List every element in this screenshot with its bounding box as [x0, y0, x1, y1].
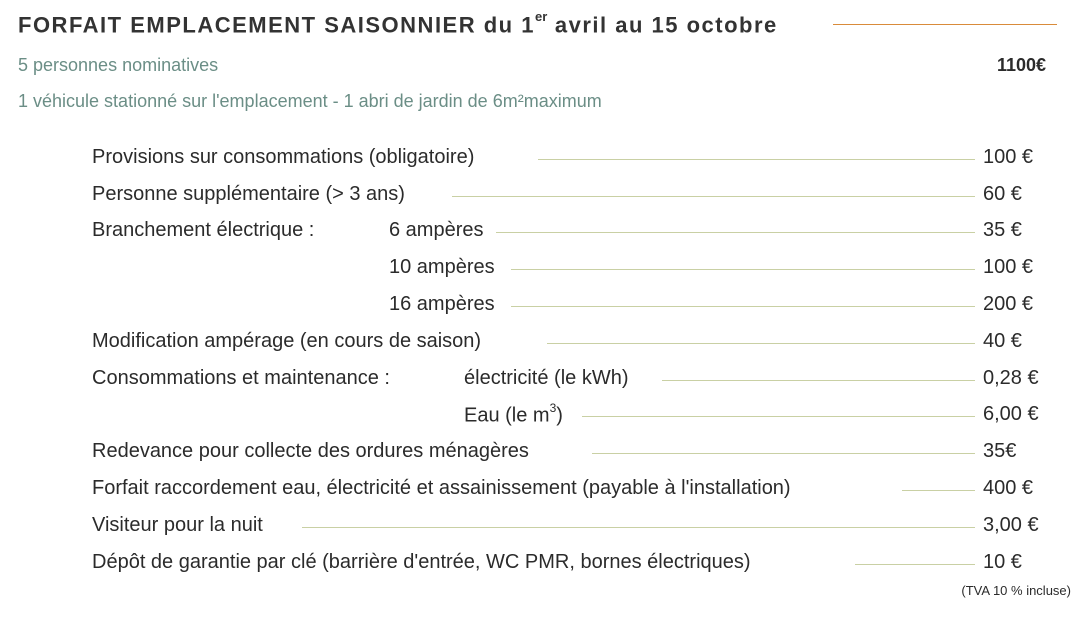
leader-line	[538, 159, 975, 160]
item-sub-label	[464, 403, 569, 428]
leader-line	[511, 269, 975, 270]
item-label: Redevance pour collecte des ordures ménagères	[92, 440, 535, 463]
leader-line	[592, 453, 975, 454]
item-sub-label: électricité (le kWh)	[464, 367, 634, 390]
item-price: 200 €	[983, 293, 1034, 315]
price-row-provisions	[0, 146, 1082, 174]
price-row-branchement-16a	[0, 293, 1082, 321]
subtitle-vehicle: 1 véhicule stationné sur l'emplacement - 1 abri de jardin de 6m²maximum	[18, 91, 602, 111]
price-row-eau	[0, 403, 1082, 431]
header	[18, 10, 1048, 42]
item-price: 40 €	[983, 330, 1022, 352]
price-row-raccordement	[0, 477, 1082, 505]
item-sub-text: Eau (le m	[464, 404, 550, 427]
leader-line	[511, 306, 975, 307]
item-price: 100 €	[983, 146, 1034, 168]
price-row-electricite	[0, 367, 1082, 395]
item-price: 60 €	[983, 183, 1022, 205]
price-row-visiteur	[0, 514, 1082, 542]
item-sub-label: 16 ampères	[389, 293, 501, 316]
price-row-depot	[0, 551, 1082, 579]
subtitle-persons: 5 personnes nominatives	[18, 55, 219, 75]
item-price: 100 €	[983, 256, 1034, 278]
item-sub-superscript: 3	[549, 401, 557, 415]
title-underline	[833, 24, 1057, 25]
title-end: avril au 15 octobre	[547, 12, 778, 38]
price-row-personne	[0, 183, 1082, 211]
item-price: 10 €	[983, 551, 1022, 573]
item-label: Forfait raccordement eau, électricité et assainissement (payable à l'installation)	[92, 477, 797, 500]
item-label: Visiteur pour la nuit	[92, 514, 269, 537]
page-title	[18, 9, 778, 38]
leader-line	[855, 564, 975, 565]
item-price: 35 €	[983, 219, 1022, 241]
price-row-branchement-6a	[0, 219, 1082, 247]
title-superscript: er	[534, 9, 548, 24]
item-label: Modification ampérage (en cours de saison)	[92, 330, 487, 353]
leader-line	[302, 527, 975, 528]
leader-line	[662, 380, 975, 381]
item-label: Branchement électrique :	[92, 219, 320, 242]
item-sub-end: )	[556, 404, 563, 427]
item-price: 6,00 €	[983, 403, 1039, 425]
item-price: 0,28 €	[983, 367, 1039, 389]
title-main: FORFAIT EMPLACEMENT SAISONNIER du 1	[18, 12, 535, 38]
item-label: Consommations et maintenance :	[92, 367, 396, 390]
price-row-branchement-10a	[0, 256, 1082, 284]
tva-note: (TVA 10 % incluse)	[961, 583, 1071, 598]
item-price: 35€	[983, 440, 1017, 462]
item-label: Personne supplémentaire (> 3 ans)	[92, 183, 411, 206]
price-row-modification	[0, 330, 1082, 358]
item-label: Dépôt de garantie par clé (barrière d'entrée, WC PMR, bornes électriques)	[92, 551, 757, 574]
item-label: Provisions sur consommations (obligatoire)	[92, 146, 480, 169]
leader-line	[452, 196, 975, 197]
leader-line	[582, 416, 975, 417]
forfait-price: 1100€	[996, 55, 1046, 75]
item-sub-label: 10 ampères	[389, 256, 501, 279]
leader-line	[902, 490, 975, 491]
item-price: 400 €	[983, 477, 1034, 499]
price-row-ordures	[0, 440, 1082, 468]
leader-line	[547, 343, 975, 344]
item-price: 3,00 €	[983, 514, 1039, 536]
item-sub-label: 6 ampères	[389, 219, 490, 242]
leader-line	[496, 232, 975, 233]
